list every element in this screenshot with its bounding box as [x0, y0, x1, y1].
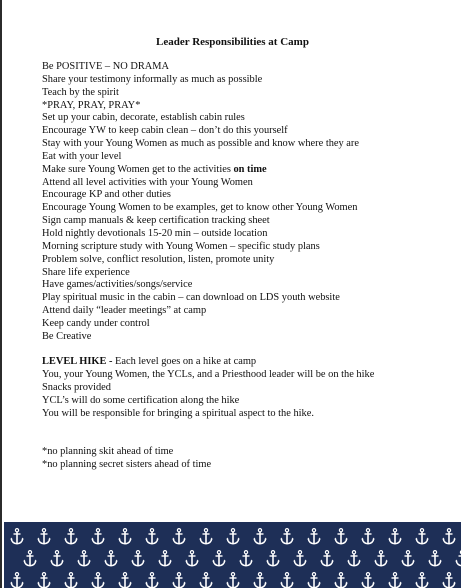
anchor-icon [428, 550, 442, 567]
anchor-icon [131, 550, 145, 567]
list-item: Hold nightly devotionals 15-20 min – outside location [42, 227, 268, 239]
level-hike-label: LEVEL HIKE - [42, 356, 116, 368]
anchor-icon [145, 528, 159, 545]
anchor-icon [253, 528, 267, 545]
anchor-icon [145, 572, 159, 588]
list-item: Teach by the spirit [42, 86, 119, 98]
on-time-prefix: Make sure Young Women get to the activities [42, 163, 234, 175]
list-item: You will be responsible for bringing a spiritual aspect to the hike. [42, 407, 314, 419]
anchor-icon [158, 550, 172, 567]
anchor-icon [388, 572, 402, 588]
anchor-icon [199, 528, 213, 545]
list-item: Encourage YW to keep cabin clean – don’t do this yourself [42, 125, 288, 137]
anchor-icon [320, 550, 334, 567]
anchor-icon [442, 528, 456, 545]
anchor-icon [212, 550, 226, 567]
anchor-icon [280, 528, 294, 545]
anchor-icon [37, 572, 51, 588]
anchor-icon [388, 528, 402, 545]
list-item: Keep candy under control [42, 317, 150, 329]
anchor-icon [91, 572, 105, 588]
note-item: *no planning skit ahead of time [42, 446, 174, 458]
anchor-icon [91, 528, 105, 545]
anchor-icon [77, 550, 91, 567]
list-item: You, your Young Women, the YCLs, and a Priesthood leader will be on the hike [42, 369, 375, 381]
anchor-icon [226, 572, 240, 588]
list-item: Snacks provided [42, 382, 111, 394]
anchor-icon [415, 528, 429, 545]
anchor-icon [118, 528, 132, 545]
anchor-icon [293, 550, 307, 567]
spacer [42, 421, 452, 447]
anchor-icon [37, 528, 51, 545]
list-item: Encourage Young Women to be examples, get to know other Young Women [42, 202, 358, 214]
anchor-icon [442, 572, 456, 588]
anchor-icon [361, 528, 375, 545]
anchor-icon [307, 572, 321, 588]
list-item: Share your testimony informally as much as possible [42, 73, 263, 85]
anchor-icon [415, 572, 429, 588]
anchor-icon [307, 528, 321, 545]
anchor-icon [23, 550, 37, 567]
list-item: Eat with your level [42, 150, 122, 162]
anchor-icon [185, 550, 199, 567]
note-item: *no planning secret sisters ahead of time [42, 459, 212, 471]
anchor-icon [239, 550, 253, 567]
anchor-pattern-footer [4, 522, 461, 588]
anchor-icon [334, 528, 348, 545]
list-item-on-time [42, 164, 452, 177]
anchor-icon [266, 550, 280, 567]
anchor-icon [347, 550, 361, 567]
list-item: Attend daily “leader meetings” at camp [42, 305, 207, 317]
anchor-icon [226, 528, 240, 545]
anchor-icon [199, 572, 213, 588]
list-item: Problem solve, conflict resolution, listen, promote unity [42, 253, 275, 265]
anchor-icon [104, 550, 118, 567]
level-hike-text: Each level goes on a hike at camp [115, 356, 257, 368]
on-time-emphasis: on time [233, 163, 267, 175]
anchor-icon [334, 572, 348, 588]
list-item: Share life experience [42, 266, 130, 278]
list-item: Encourage KP and other duties [42, 189, 171, 201]
list-item: Be POSITIVE – NO DRAMA [42, 61, 169, 72]
list-item: Have games/activities/songs/service [42, 279, 193, 291]
spacer [42, 344, 452, 357]
list-item: Attend all level activities with your Young Women [42, 176, 253, 188]
anchor-icon [10, 572, 24, 588]
anchor-icon [374, 550, 388, 567]
anchor-icon [64, 572, 78, 588]
level-hike-heading [42, 356, 452, 369]
anchor-icon [172, 572, 186, 588]
anchor-icon [172, 528, 186, 545]
anchor-icon [64, 528, 78, 545]
anchor-icon [361, 572, 375, 588]
anchor-icon [118, 572, 132, 588]
list-item: Set up your cabin, decorate, establish cabin rules [42, 112, 245, 124]
list-item: *PRAY, PRAY, PRAY* [42, 99, 141, 111]
list-item: Stay with your Young Women as much as possible and know where they are [42, 138, 359, 150]
list-item: Be Creative [42, 330, 92, 342]
anchor-icon [10, 528, 24, 545]
page-title: Leader Responsibilities at Camp [156, 36, 309, 48]
list-item: Sign camp manuals & keep certification tracking sheet [42, 215, 270, 227]
anchor-icon [280, 572, 294, 588]
list-item: YCL’s will do some certification along the hike [42, 394, 240, 406]
anchor-icon [401, 550, 415, 567]
list-item: Morning scripture study with Young Women – specific study plans [42, 240, 320, 252]
anchor-icon [253, 572, 267, 588]
anchor-icon [455, 550, 461, 567]
anchor-icon [50, 550, 64, 567]
list-item: Play spiritual music in the cabin – can download on LDS youth website [42, 292, 340, 304]
responsibility-list [42, 61, 452, 472]
